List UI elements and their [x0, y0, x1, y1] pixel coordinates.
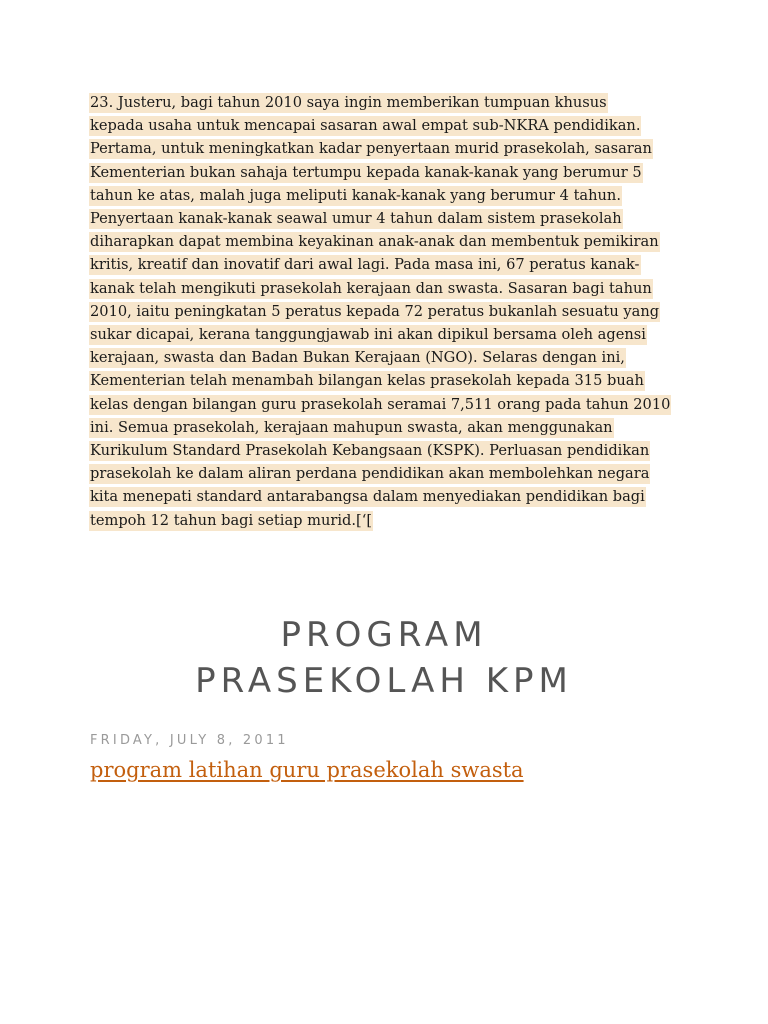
quote-line: 2010, iaitu peningkatan 5 peratus kepada 72 peratus bukanlah sesuatu yang — [90, 302, 660, 320]
quote-line: kritis, kreatif dan inovatif dari awal lagi. Pada masa ini, 67 peratus kanak- — [90, 256, 640, 274]
post-title-link[interactable]: program latihan guru prasekolah swasta — [90, 758, 524, 782]
quote-line: Kurikulum Standard Prasekolah Kebangsaan (KSPK). Perluasan pendidikan — [90, 442, 650, 460]
blog-title-line-1: PROGRAM — [280, 615, 488, 655]
quote-line: kanak telah mengikuti prasekolah kerajaan dan swasta. Sasaran bagi tahun — [90, 279, 652, 297]
quote-line: kita menepati standard antarabangsa dalam menyediakan pendidikan bagi — [90, 488, 645, 506]
quote-line: Kementerian bukan sahaja tertumpu kepada kanak-kanak yang berumur 5 — [90, 163, 642, 181]
quote-line: kepada usaha untuk mencapai sasaran awal empat sub-NKRA pendidikan. — [90, 117, 641, 135]
quote-line: ini. Semua prasekolah, kerajaan mahupun swasta, akan menggunakan — [90, 418, 613, 436]
quote-line: tempoh 12 tahun bagi setiap murid.[‘[ — [90, 511, 373, 529]
quote-line: diharapkan dapat membina keyakinan anak-anak dan membentuk pemikiran — [90, 233, 659, 251]
quote-line: Pertama, untuk meningkatkan kadar penyertaan murid prasekolah, sasaran — [90, 140, 652, 158]
highlighted-quote-block — [89, 91, 679, 532]
quote-line: kelas dengan bilangan guru prasekolah seramai 7,511 orang pada tahun 2010 — [90, 395, 671, 413]
quote-line: kerajaan, swasta dan Badan Bukan Kerajaan (NGO). Selaras dengan ini, — [90, 349, 625, 367]
blog-title — [0, 612, 768, 704]
quote-line: Penyertaan kanak-kanak seawal umur 4 tahun dalam sistem prasekolah — [90, 210, 622, 228]
quote-line: 23. Justeru, bagi tahun 2010 saya ingin memberikan tumpuan khusus — [90, 94, 607, 111]
blog-title-line-2: PRASEKOLAH KPM — [195, 661, 573, 701]
quote-line: Kementerian telah menambah bilangan kelas prasekolah kepada 315 buah — [90, 372, 644, 390]
quote-line: tahun ke atas, malah juga meliputi kanak-kanak yang berumur 4 tahun. — [90, 186, 621, 204]
quote-line: prasekolah ke dalam aliran perdana pendidikan akan membolehkan negara — [90, 465, 650, 483]
post-date: FRIDAY, JULY 8, 2011 — [90, 733, 289, 748]
quote-line: sukar dicapai, kerana tanggungjawab ini akan dipikul bersama oleh agensi — [90, 326, 646, 344]
